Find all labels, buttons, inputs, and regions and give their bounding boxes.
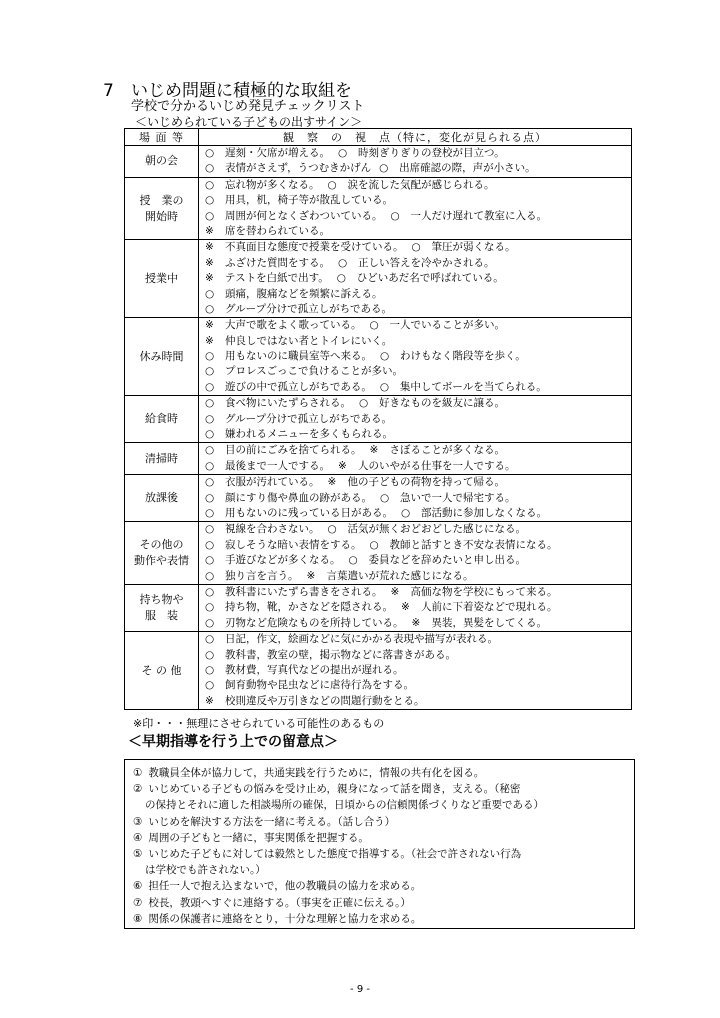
item-text: 寂しそうな暗い表情をする。	[225, 538, 362, 551]
item-text: 独り言を言う。	[225, 569, 299, 582]
list-item	[199, 694, 631, 709]
table-header-row	[125, 129, 632, 146]
item-marker: ○	[205, 679, 215, 692]
scene-cell: 休み時間	[125, 318, 199, 396]
item-text: 人のいやがる仕事を一人でする。	[358, 459, 516, 472]
item-text: 嫌われるメニューを多くもられる。	[225, 428, 393, 441]
item-marker: ※	[205, 272, 214, 285]
item-number: ②	[133, 783, 143, 796]
list-item	[133, 781, 628, 797]
item-text: 用もないのに職員室等へ来る。	[225, 350, 372, 363]
table-row	[125, 318, 632, 396]
item-marker: ※	[205, 319, 214, 332]
item-text: 高価な物を学校にもって来る。	[410, 585, 558, 598]
item-text: 表情がさえず，うつむきかげん	[225, 162, 372, 175]
list-item	[199, 585, 631, 600]
list-item	[199, 396, 631, 411]
item-number: ⑤	[133, 848, 143, 861]
item-text: 教材費，写真代などの提出が遅れる。	[225, 663, 404, 676]
item-marker: ○	[205, 554, 215, 567]
item-marker: ○	[205, 491, 215, 504]
list-item	[199, 209, 631, 224]
item-marker: ○	[205, 444, 215, 457]
item-marker: ○	[205, 601, 215, 614]
item-text: 人前に下着姿などで現れる。	[421, 601, 558, 614]
item-text: 出席確認の際，声が小さい。	[399, 162, 536, 175]
item-marker: ○	[369, 319, 379, 332]
item-marker: ○	[411, 241, 421, 254]
item-text: 目の前にごみを捨てられる。	[225, 444, 362, 457]
item-text: 不真面目な態度で授業を受けている。	[225, 241, 404, 254]
item-text: 食べ物にいたずらされる。	[225, 397, 351, 410]
list-item	[199, 632, 631, 647]
list-item	[199, 224, 631, 239]
section-title: いじめ問題に積極的な取組を	[131, 81, 352, 101]
item-marker: ○	[205, 506, 215, 519]
item-marker: ○	[205, 633, 215, 646]
item-text: 異装，異髪をしてくる。	[431, 616, 547, 629]
list-item	[133, 814, 628, 830]
scene-cell: 持ち物や 服 装	[125, 584, 199, 631]
item-text: わけもなく階段等を歩く。	[400, 350, 526, 363]
list-item	[199, 193, 631, 208]
item-marker: ○	[205, 365, 215, 378]
table-row	[125, 584, 632, 631]
list-item	[199, 522, 631, 537]
item-text: いじめを解決する方法を一緒に考える。（話し合う）	[148, 815, 396, 828]
list-item	[133, 830, 628, 846]
item-text: 委員などを辞めたいと申し出る。	[368, 554, 526, 567]
item-marker: ○	[205, 302, 215, 315]
item-text: 席を替わられている。	[225, 224, 330, 237]
item-marker: ※	[205, 256, 214, 269]
item-text: 刃物など危険なものを所持している。	[225, 616, 404, 629]
observation-cell	[199, 177, 632, 240]
item-marker: ○	[205, 147, 215, 159]
item-marker: ○	[338, 147, 348, 159]
list-item	[199, 506, 631, 521]
item-text: 用具，机，椅子等が散乱している。	[225, 194, 393, 207]
item-marker: ○	[327, 178, 337, 191]
item-text: 時刻ぎりぎりの登校が目立つ。	[358, 147, 505, 159]
item-text: 周囲が何となくざわついている。	[225, 209, 383, 222]
list-item	[133, 895, 628, 911]
item-text: 担任一人で抱え込まないで，他の教職員の協力を求める。	[148, 880, 422, 893]
section-number: 7	[103, 81, 114, 101]
list-item	[199, 271, 631, 286]
item-marker: ※	[205, 241, 214, 254]
item-text: 急いで一人で帰宅する。	[400, 491, 516, 504]
item-marker: ○	[205, 350, 215, 363]
table-row	[125, 632, 632, 710]
observation-cell	[199, 146, 632, 178]
column-header-observation: 観 察 の 視 点（特に，変化が見られる点）	[199, 129, 632, 146]
item-text: 顔にすり傷や鼻血の跡がある。	[225, 491, 372, 504]
item-text: 衣服が汚れている。	[225, 476, 320, 489]
item-marker: ○	[359, 397, 369, 410]
list-item	[199, 427, 631, 442]
list-item	[133, 846, 628, 862]
item-marker: ※	[306, 569, 316, 582]
list-item	[199, 287, 631, 302]
table-row	[125, 240, 632, 318]
item-marker: ※	[327, 476, 337, 489]
item-marker: ○	[338, 256, 348, 269]
item-text: グループ分けで孤立しがちである。	[225, 302, 393, 315]
table-row	[125, 177, 632, 240]
list-item	[133, 911, 628, 927]
item-text: グループ分けで孤立しがちである。	[225, 412, 393, 425]
observation-cell	[199, 475, 632, 522]
scene-cell: 給食時	[125, 396, 199, 443]
item-marker: ○	[379, 162, 389, 175]
observation-cell	[199, 584, 632, 631]
item-marker: ※	[390, 585, 400, 598]
item-text: 好きなものを級友に譲る。	[379, 397, 505, 410]
list-item	[199, 334, 631, 349]
list-item	[199, 538, 631, 553]
item-text: いじめている子どもの悩みを受け止め，親身になって話を聞き，支える。（秘密	[148, 783, 521, 796]
item-text: ふざけた質問をする。	[225, 256, 330, 269]
item-continuation: は学校でも許されない。）	[145, 864, 266, 877]
item-marker: ○	[205, 538, 215, 551]
scene-cell: 授業中	[125, 240, 199, 318]
item-number: ⑧	[133, 912, 143, 925]
list-item	[199, 364, 631, 379]
item-marker: ○	[380, 491, 390, 504]
item-text: 言葉遣いが荒れた感じになる。	[326, 569, 474, 582]
item-marker: ○	[348, 554, 358, 567]
list-item	[199, 178, 631, 193]
list-item	[199, 318, 631, 333]
item-marker: ○	[205, 585, 215, 598]
list-item	[199, 475, 631, 490]
table-row	[125, 146, 632, 178]
item-marker: ○	[390, 209, 400, 222]
item-number: ③	[133, 815, 143, 828]
item-marker: ○	[205, 412, 215, 425]
list-item	[199, 146, 631, 161]
item-marker: ○	[205, 616, 215, 629]
item-number: ①	[133, 767, 143, 779]
item-marker: ○	[380, 350, 390, 363]
item-text: 部活動に参加しなくなる。	[421, 506, 547, 519]
list-item	[199, 616, 631, 631]
item-marker: ※	[401, 601, 410, 614]
observation-cell	[199, 318, 632, 396]
item-marker: ○	[336, 272, 346, 285]
list-item	[199, 678, 631, 693]
item-text: 校則違反や万引きなどの問題行動をとる。	[225, 694, 425, 707]
item-text: 涙を流した気配が感じられる。	[347, 178, 495, 191]
list-item	[199, 491, 631, 506]
item-marker: ○	[205, 178, 215, 191]
table-row	[125, 396, 632, 443]
item-text: 教科書にいたずら書きをされる。	[225, 585, 383, 598]
item-text: 周囲の子どもと一緒に，事実関係を把握する。	[148, 831, 369, 844]
item-marker: ○	[205, 162, 215, 175]
item-marker: ※	[411, 616, 421, 629]
item-continuation: の保持とそれに適した相談場所の確保，日頃からの信頼関係づくりなど重要である）	[145, 799, 544, 812]
item-text: プロレスごっこで負けることが多い。	[225, 365, 403, 378]
guidance-heading: ＜早期指導を行う上での留意点＞	[128, 734, 338, 750]
list-item	[199, 663, 631, 678]
item-text: 仲良しではない者とトイレにいく。	[225, 334, 393, 347]
item-text: 遅刻・欠席が増える。	[225, 147, 330, 159]
observation-cell	[199, 396, 632, 443]
item-marker: ○	[205, 209, 215, 222]
item-number: ④	[133, 831, 143, 844]
item-text: 日記，作文，絵画などに気にかかる表現や描写が表れる。	[225, 633, 498, 646]
table-note: ※印・・・無理にさせられている可能性のあるもの	[133, 717, 385, 730]
item-text: ひどいあだ名で呼ばれている。	[356, 272, 504, 285]
scene-cell: 朝の会	[125, 146, 199, 178]
item-text: 視線を合わさない。	[225, 523, 320, 536]
table-row	[125, 443, 632, 475]
list-item	[199, 569, 631, 584]
item-text: 忘れ物が多くなる。	[225, 178, 320, 191]
item-marker: ○	[205, 648, 215, 661]
table-row	[125, 475, 632, 522]
item-text: 一人でいることが多い。	[389, 319, 505, 332]
item-marker: ※	[338, 459, 347, 472]
item-text: 持ち物，靴，かさなどを隠される。	[225, 601, 393, 614]
item-text: 教師と話すとき不安な表情になる。	[389, 538, 558, 551]
item-marker: ○	[205, 523, 215, 536]
list-item	[199, 240, 631, 255]
item-marker: ○	[401, 506, 411, 519]
item-marker: ○	[205, 569, 215, 582]
item-marker: ○	[205, 380, 215, 393]
item-text: 教科書，教室の壁，掲示物などに落書きがある。	[225, 648, 456, 661]
list-item	[199, 412, 631, 427]
item-marker: ※	[369, 444, 379, 457]
list-item	[133, 765, 628, 781]
item-marker: ○	[369, 538, 379, 551]
list-item	[199, 349, 631, 364]
item-marker: ○	[205, 428, 215, 441]
item-text: 遊びの中で孤立しがちである。	[225, 380, 372, 393]
table-row	[125, 522, 632, 585]
item-text: 集中してボールを当てられる。	[399, 380, 547, 393]
item-text: 他の子どもの荷物を持って帰る。	[347, 476, 505, 489]
list-item	[199, 459, 631, 474]
item-number: ⑦	[133, 896, 143, 909]
item-text: 活気が無くおどおどした感じになる。	[347, 523, 526, 536]
page-number: - 9 -	[350, 984, 370, 995]
item-marker: ○	[205, 476, 215, 489]
item-marker: ※	[205, 224, 214, 237]
observation-cell	[199, 443, 632, 475]
item-text: 手遊びなどが多くなる。	[225, 554, 341, 567]
observation-cell	[199, 632, 632, 710]
list-item	[199, 256, 631, 271]
scene-cell: その他の 動作や表情	[125, 522, 199, 585]
list-item	[199, 161, 631, 176]
list-item	[199, 380, 631, 395]
item-text: 校長，教頭へすぐに連絡する。（事実を正確に伝える。）	[148, 896, 411, 909]
item-text: 大声で歌をよく歌っている。	[225, 319, 362, 332]
checklist-title: 学校で分かるいじめ発見チェックリスト	[131, 99, 365, 114]
item-marker: ※	[205, 694, 214, 707]
scene-cell: そ の 他	[125, 632, 199, 710]
checklist-table	[124, 128, 632, 710]
item-marker: ○	[205, 397, 215, 410]
item-text: 教職員全体が協力して，共通実践を行うために，情報の共有化を図る。	[148, 767, 485, 779]
list-item	[199, 302, 631, 317]
item-text: さぼることが多くなる。	[389, 444, 505, 457]
item-text: 頭痛，腹痛などを頻繁に訴える。	[225, 287, 383, 300]
item-marker: ○	[205, 287, 215, 300]
checklist-subtitle: ＜いじめられている子どもの出すサイン＞	[135, 115, 363, 129]
scene-cell: 清掃時	[125, 443, 199, 475]
item-marker: ○	[205, 459, 215, 472]
item-marker: ○	[327, 523, 337, 536]
item-text: テストを白紙で出す。	[225, 272, 329, 285]
observation-cell	[199, 240, 632, 318]
list-item	[199, 600, 631, 615]
item-number: ⑥	[133, 880, 143, 893]
item-text: 筆圧が弱くなる。	[431, 241, 516, 254]
list-item	[199, 648, 631, 663]
item-text: 最後まで一人でする。	[225, 459, 330, 472]
item-marker: ○	[379, 380, 390, 393]
list-item	[199, 443, 631, 458]
scene-cell: 授 業の 開始時	[125, 177, 199, 240]
observation-cell	[199, 522, 632, 585]
item-text: 飼育動物や昆虫などに虐待行為をする。	[225, 679, 414, 692]
list-item	[133, 878, 628, 894]
item-text: 用もないのに残っている日がある。	[225, 506, 393, 519]
item-text: 一人だけ遅れて教室に入る。	[410, 209, 547, 222]
item-marker: ○	[205, 194, 215, 207]
item-marker: ○	[205, 663, 215, 676]
column-header-scene: 場 面 等	[125, 129, 199, 146]
item-text: 正しい答えを冷やかされる。	[358, 256, 495, 269]
scene-cell: 放課後	[125, 475, 199, 522]
item-text: いじめた子どもに対しては毅然とした態度で指導する。（社会で許されない行為	[148, 848, 522, 861]
list-item	[199, 553, 631, 568]
item-text: 関係の保護者に連絡をとり，十分な理解と協力を求める。	[148, 912, 422, 925]
guidance-box	[124, 759, 635, 929]
item-marker: ※	[205, 334, 214, 347]
